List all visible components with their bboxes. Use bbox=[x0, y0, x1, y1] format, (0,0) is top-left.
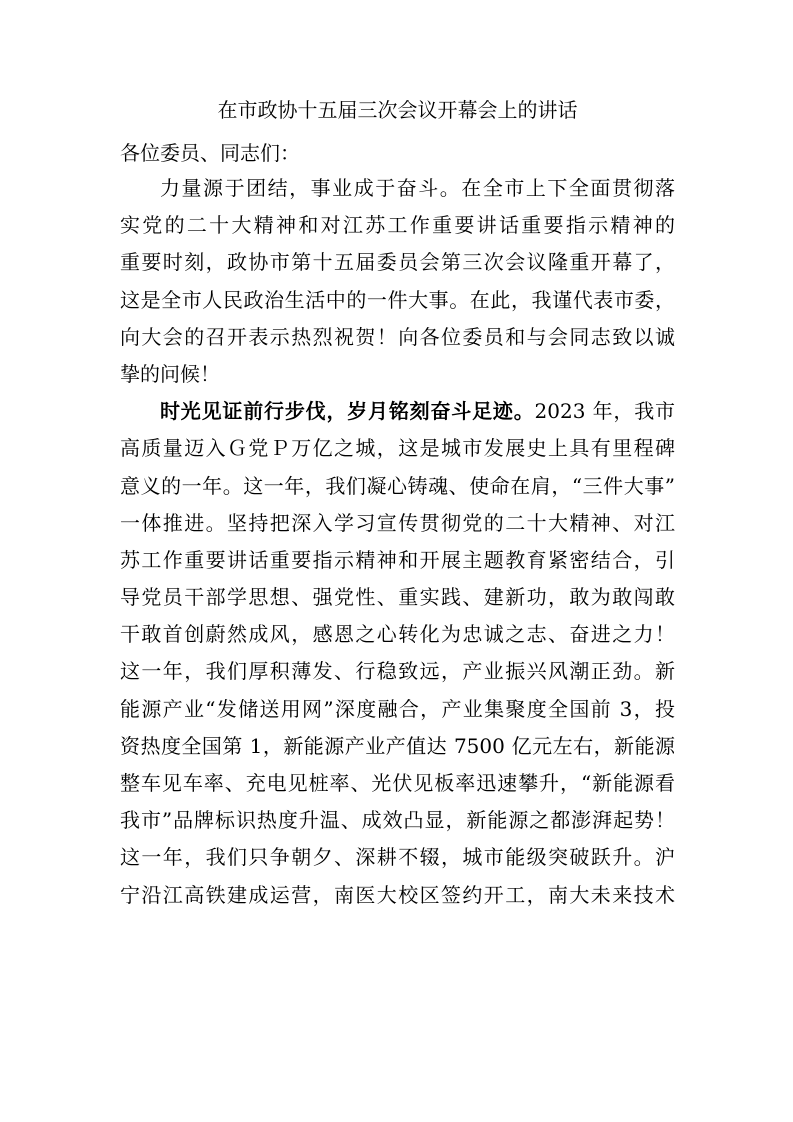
paragraph-2-line-5: 苏工作重要讲话重要指示精神和开展主题教育紧密结合，引 bbox=[120, 547, 675, 572]
paragraph-2-line-2: 高质量迈入Ｇ党Ｐ万亿之城，这是城市发展史上具有里程碑 bbox=[120, 436, 675, 461]
paragraph-1-line-3: 重要时刻，政协市第十五届委员会第三次会议隆重开幕了， bbox=[120, 250, 675, 275]
paragraph-1-line-2: 实党的二十大精神和对江苏工作重要讲话重要指示精神的 bbox=[120, 213, 675, 238]
paragraph-2-line-11: 整车见车率、充电见桩率、光伏见板率迅速攀升，“新能源看 bbox=[120, 771, 675, 795]
paragraph-2-line-8: 这一年，我们厚积薄发、行稳致远，产业振兴风潮正劲。新 bbox=[120, 659, 675, 684]
paragraph-2-line-10: 资热度全国第 1，新能源产业产值达 7500 亿元左右，新能源 bbox=[120, 733, 675, 758]
paragraph-1-line-1: 力量源于团结，事业成于奋斗。在全市上下全面贯彻落 bbox=[160, 176, 675, 200]
paragraph-2-first-rest: 2023 年，我市 bbox=[534, 399, 675, 424]
paragraph-2-line-13: 这一年，我们只争朝夕、深耕不辍，城市能级突破跃升。沪 bbox=[120, 845, 675, 870]
paragraph-2-line-14: 宁沿江高铁建成运营，南医大校区签约开工，南大未来技术 bbox=[120, 882, 675, 907]
paragraph-1-line-5: 向大会的召开表示热烈祝贺！向各位委员和与会同志致以诚 bbox=[120, 324, 675, 349]
document-title: 在市政协十五届三次会议开幕会上的讲话 bbox=[217, 98, 578, 122]
salutation: 各位委员、同志们： bbox=[120, 141, 300, 165]
paragraph-2-line-3: 意义的一年。这一年，我们凝心铸魂、使命在肩，“三件大事” bbox=[120, 473, 675, 498]
paragraph-2-line-6: 导党员干部学思想、强党性、重实践、建新功，敢为敢闯敢 bbox=[120, 585, 675, 610]
paragraph-2-lead: 时光见证前行步伐，岁月铭刻奋斗足迹。 bbox=[160, 399, 535, 424]
paragraph-1-line-6: 挚的问候！ bbox=[120, 361, 220, 386]
paragraph-2-line-4: 一体推进。坚持把深入学习宣传贯彻党的二十大精神、对江 bbox=[120, 510, 675, 535]
paragraph-2-line-1 bbox=[120, 397, 675, 434]
paragraph-2-line-9: 能源产业“发储送用网”深度融合，产业集聚度全国前 3，投 bbox=[120, 696, 675, 721]
paragraph-1-line-4: 这是全市人民政治生活中的一件大事。在此，我谨代表市委， bbox=[120, 287, 675, 312]
paragraph-2-line-7: 干敢首创蔚然成风，感恩之心转化为忠诚之志、奋进之力！ bbox=[120, 622, 675, 647]
document-body bbox=[120, 174, 675, 918]
paragraph-2-line-12: 我市”品牌标识热度升温、成效凸显，新能源之都澎湃起势！ bbox=[120, 808, 675, 833]
